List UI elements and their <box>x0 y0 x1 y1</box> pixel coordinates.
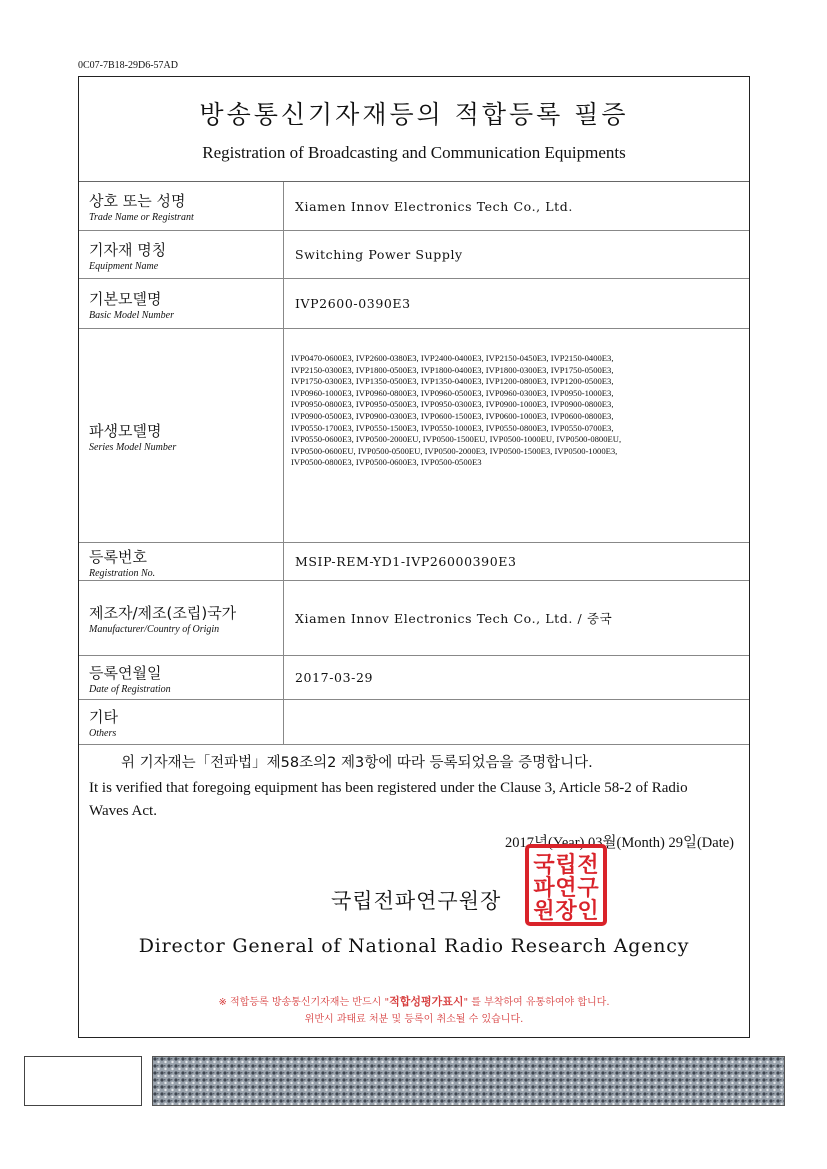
label-cell <box>79 182 284 230</box>
notice-prefix: ※ 적합등록 방송통신기자재는 반드시 " <box>218 997 390 1008</box>
svg-text:구: 구 <box>577 876 599 901</box>
label-cell <box>79 656 284 699</box>
label-cell <box>79 279 284 328</box>
svg-text:전: 전 <box>577 853 599 878</box>
series-line: IVP0500-0800E3, IVP0500-0600E3, IVP0500-0500E3 <box>291 457 482 468</box>
row-equipment-name <box>79 231 749 279</box>
svg-text:원: 원 <box>533 899 555 924</box>
registration-no-value: MSIP-REM-YD1-IVP26000390E3 <box>295 554 517 569</box>
director-korean: 국립전파연구원장 <box>331 889 502 913</box>
label-english: Basic Model Number <box>89 309 174 321</box>
row-manufacturer <box>79 581 749 656</box>
verification-english: It is verified that foregoing equipment has been registered under the Clause 3, Article 58-2 of Radio Waves Act. <box>89 780 688 819</box>
label-cell <box>79 329 284 542</box>
registration-table <box>79 181 749 745</box>
row-registration-no <box>79 543 749 581</box>
certificate-frame <box>78 76 750 1038</box>
notice <box>79 993 749 1028</box>
series-line: IVP0950-0800E3, IVP0950-0500E3, IVP0950-0300E3, IVP0900-1000E3, IVP0900-0800E3, <box>291 399 614 410</box>
svg-text:장: 장 <box>555 899 577 924</box>
label-cell <box>79 700 284 744</box>
label-english: Trade Name or Registrant <box>89 212 194 223</box>
label-korean: 등록번호 <box>89 547 147 566</box>
verification-korean: 위 기자재는「전파법」제58조의2 제3항에 따라 등록되었음을 증명합니다. <box>121 755 593 771</box>
security-pattern-strip <box>152 1056 785 1106</box>
title-korean: 방송통신기자재등의 적합등록 필증 <box>199 100 629 129</box>
manufacturer-value: Xiamen Innov Electronics Tech Co., Ltd. / 중국 <box>295 611 613 626</box>
row-series-models <box>79 329 749 543</box>
row-others <box>79 700 749 745</box>
others-value <box>284 700 749 744</box>
notice-suffix: " 를 부착하여 유통하여야 합니다. <box>463 997 610 1008</box>
notice-line-2: 위반시 과태료 처분 및 등록이 취소될 수 있습니다. <box>304 1014 524 1025</box>
row-trade-name <box>79 182 749 231</box>
label-korean: 상호 또는 성명 <box>89 192 186 210</box>
svg-text:파: 파 <box>533 876 555 901</box>
security-pattern-icon <box>153 1057 785 1106</box>
notice-highlight: 적합성평가표시 <box>389 995 464 1008</box>
series-line: IVP0470-0600E3, IVP2600-0380E3, IVP2400-0400E3, IVP2150-0450E3, IVP2150-0400E3, <box>291 353 614 363</box>
label-korean: 기본모델명 <box>89 289 162 308</box>
series-line: IVP0550-1700E3, IVP0550-1500E3, IVP0550-1000E3, IVP0550-0800E3, IVP0550-0700E3, <box>291 422 614 433</box>
basic-model-value: IVP2600-0390E3 <box>295 296 411 311</box>
series-line: IVP0550-0600E3, IVP0500-2000EU, IVP0500-1500EU, IVP0500-1000EU, IVP0500-0800EU, <box>291 434 622 445</box>
row-registration-date <box>79 656 749 700</box>
svg-text:국: 국 <box>533 853 555 878</box>
label-korean: 등록연월일 <box>89 663 162 682</box>
trade-name-value: Xiamen Innov Electronics Tech Co., Ltd. <box>295 198 573 214</box>
label-korean: 파생모델명 <box>89 421 162 440</box>
series-model-list <box>284 329 749 542</box>
director-english: Director General of National Radio Research Agency <box>138 935 690 957</box>
label-cell <box>79 581 284 655</box>
label-english: Date of Registration <box>89 683 171 695</box>
title-english: Registration of Broadcasting and Communication Equipments <box>202 143 626 162</box>
official-seal-icon <box>524 843 608 927</box>
label-english: Series Model Number <box>89 441 177 453</box>
series-line: IVP0500-0600EU, IVP0500-0500EU, IVP0500-2000E3, IVP0500-1500E3, IVP0500-1000E3, <box>291 445 618 456</box>
document-id: 0C07-7B18-29D6-57AD <box>78 60 178 71</box>
label-english: Manufacturer/Country of Origin <box>89 624 220 635</box>
label-english: Equipment Name <box>89 260 159 272</box>
label-korean: 제조자/제조(조립)국가 <box>89 604 237 622</box>
svg-text:립: 립 <box>555 853 577 878</box>
label-cell <box>79 231 284 278</box>
label-korean: 기자재 명칭 <box>89 240 167 259</box>
registration-date-value: 2017-03-29 <box>295 670 374 685</box>
blank-box <box>24 1056 142 1106</box>
label-cell <box>79 543 284 580</box>
series-line: IVP0900-0500E3, IVP0900-0300E3, IVP0600-1500E3, IVP0600-1000E3, IVP0600-0800E3, <box>291 410 614 421</box>
series-line: IVP0960-1000E3, IVP0960-0800E3, IVP0960-0500E3, IVP0960-0300E3, IVP0950-1000E3, <box>291 387 614 398</box>
series-line: IVP1750-0300E3, IVP1350-0500E3, IVP1350-0400E3, IVP1200-0800E3, IVP1200-0500E3, <box>291 376 614 387</box>
equipment-name-value: Switching Power Supply <box>295 247 463 262</box>
notice-line-1 <box>79 993 749 1011</box>
svg-text:인: 인 <box>577 899 599 924</box>
series-line: IVP2150-0300E3, IVP1800-0500E3, IVP1800-0400E3, IVP1800-0300E3, IVP1750-0500E3, <box>291 364 614 375</box>
issue-date: 2017년(Year) 03월(Month) 29일(Date) <box>504 835 734 851</box>
row-basic-model <box>79 279 749 329</box>
label-english: Others <box>89 728 117 739</box>
label-english: Registration No. <box>89 567 156 579</box>
svg-text:연: 연 <box>555 876 577 901</box>
label-korean: 기타 <box>89 708 118 726</box>
